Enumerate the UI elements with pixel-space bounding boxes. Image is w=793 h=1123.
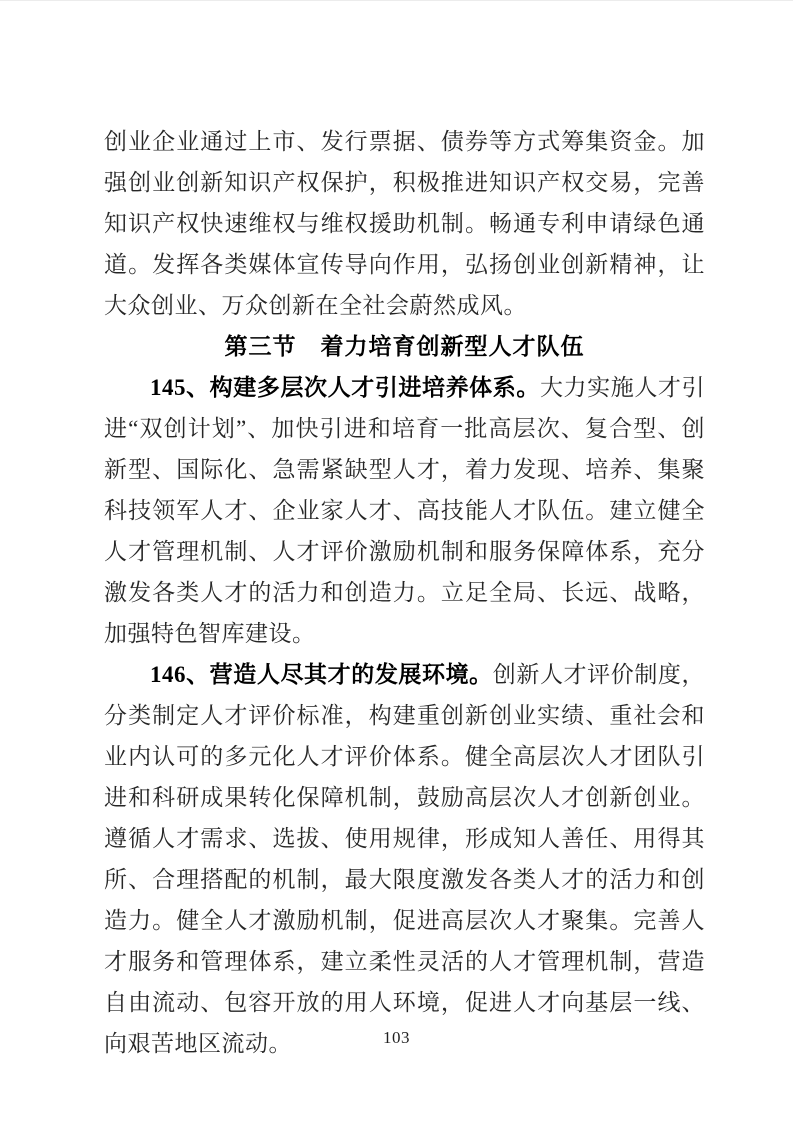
item-146-lead: 146、营造人尽其才的发展环境。	[150, 662, 493, 687]
page-number: 103	[383, 1028, 410, 1047]
paragraph-item-146	[104, 654, 705, 1064]
section-heading: 第三节 着力培育创新型人才队伍	[224, 334, 585, 359]
page-content	[104, 121, 705, 1064]
paragraph-item-145	[104, 367, 705, 654]
item-145-lead: 145、构建多层次人才引进培养体系。	[150, 375, 540, 400]
item-146-body: 创新人才评价制度，分类制定人才评价标准，构建重创新创业实绩、重社会和业内认可的多元化人才评价体系。健全高层次人才团队引进和科研成果转化保障机制，鼓励高层次人才创新创业。遵循人才需求、选拔、使用规律，形成知人善任、用得其所、合理搭配的机制，最大限度激发各类人才的活力和创造力。健全人才激励机制，促进高层次人才聚集。完善人才服务和管理体系，建立柔性灵活的人才管理机制，营造自由流动、包容开放的用人环境，促进人才向基层一线、向艰苦地区流动。	[104, 662, 706, 1056]
item-145-body: 大力实施人才引进“双创计划”、加快引进和培育一批高层次、复合型、创新型、国际化、急需紧缺型人才，着力发现、培养、集聚科技领军人才、企业家人才、高技能人才队伍。建立健全人才管理机制、人才评价激励机制和服务保障体系，充分激发各类人才的活力和创造力。立足全局、长远、战略，加强特色智库建设。	[104, 375, 706, 646]
page-footer	[0, 1027, 793, 1049]
paragraph-continuation: 创业企业通过上市、发行票据、债券等方式筹集资金。加强创业创新知识产权保护，积极推进知识产权交易，完善知识产权快速维权与维权援助机制。畅通专利申请绿色通道。发挥各类媒体宣传导向作用，弘扬创业创新精神，让大众创业、万众创新在全社会蔚然成风。	[104, 129, 705, 318]
